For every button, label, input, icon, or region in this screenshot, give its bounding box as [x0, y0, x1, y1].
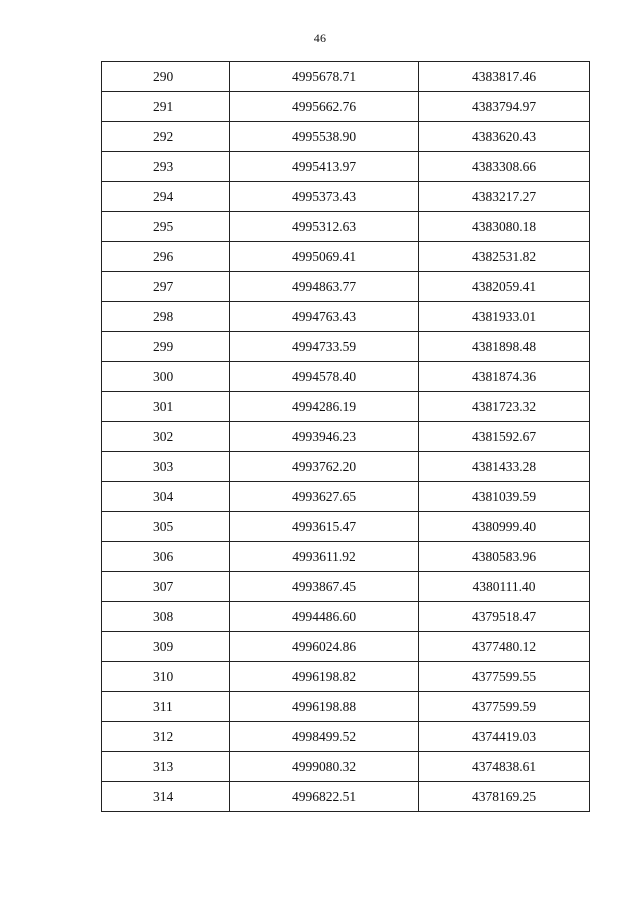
x-coordinate-cell: 4995373.43: [230, 182, 419, 212]
table-row: [102, 122, 590, 152]
point-number-cell: 305: [102, 512, 230, 542]
point-number-cell: 296: [102, 242, 230, 272]
table-row: [102, 362, 590, 392]
point-number-cell: 312: [102, 722, 230, 752]
y-coordinate-cell: 4380111.40: [419, 572, 590, 602]
point-number-cell: 309: [102, 632, 230, 662]
x-coordinate-cell: 4994763.43: [230, 302, 419, 332]
x-coordinate-cell: 4993762.20: [230, 452, 419, 482]
x-coordinate-cell: 4993946.23: [230, 422, 419, 452]
y-coordinate-cell: 4383217.27: [419, 182, 590, 212]
x-coordinate-cell: 4995069.41: [230, 242, 419, 272]
table-row: [102, 452, 590, 482]
table-row: [102, 422, 590, 452]
table-row: [102, 482, 590, 512]
table-row: [102, 692, 590, 722]
y-coordinate-cell: 4377480.12: [419, 632, 590, 662]
y-coordinate-cell: 4381433.28: [419, 452, 590, 482]
point-number-cell: 298: [102, 302, 230, 332]
table-row: [102, 752, 590, 782]
point-number-cell: 297: [102, 272, 230, 302]
y-coordinate-cell: 4383794.97: [419, 92, 590, 122]
table-row: [102, 512, 590, 542]
table-row: [102, 662, 590, 692]
y-coordinate-cell: 4383817.46: [419, 62, 590, 92]
coordinate-table: [101, 61, 590, 812]
y-coordinate-cell: 4382059.41: [419, 272, 590, 302]
point-number-cell: 308: [102, 602, 230, 632]
y-coordinate-cell: 4377599.59: [419, 692, 590, 722]
y-coordinate-cell: 4377599.55: [419, 662, 590, 692]
point-number-cell: 302: [102, 422, 230, 452]
x-coordinate-cell: 4995662.76: [230, 92, 419, 122]
x-coordinate-cell: 4999080.32: [230, 752, 419, 782]
table-row: [102, 542, 590, 572]
point-number-cell: 314: [102, 782, 230, 812]
x-coordinate-cell: 4995413.97: [230, 152, 419, 182]
point-number-cell: 291: [102, 92, 230, 122]
x-coordinate-cell: 4996198.88: [230, 692, 419, 722]
point-number-cell: 290: [102, 62, 230, 92]
point-number-cell: 310: [102, 662, 230, 692]
x-coordinate-cell: 4996024.86: [230, 632, 419, 662]
x-coordinate-cell: 4995678.71: [230, 62, 419, 92]
y-coordinate-cell: 4380999.40: [419, 512, 590, 542]
y-coordinate-cell: 4381723.32: [419, 392, 590, 422]
y-coordinate-cell: 4374838.61: [419, 752, 590, 782]
table-row: [102, 722, 590, 752]
point-number-cell: 306: [102, 542, 230, 572]
x-coordinate-cell: 4996198.82: [230, 662, 419, 692]
point-number-cell: 292: [102, 122, 230, 152]
page-number: 46: [313, 31, 327, 45]
point-number-cell: 313: [102, 752, 230, 782]
y-coordinate-cell: 4382531.82: [419, 242, 590, 272]
y-coordinate-cell: 4381898.48: [419, 332, 590, 362]
table-row: [102, 782, 590, 812]
table-row: [102, 272, 590, 302]
x-coordinate-cell: 4994486.60: [230, 602, 419, 632]
x-coordinate-cell: 4995538.90: [230, 122, 419, 152]
x-coordinate-cell: 4994733.59: [230, 332, 419, 362]
x-coordinate-cell: 4993867.45: [230, 572, 419, 602]
x-coordinate-cell: 4996822.51: [230, 782, 419, 812]
coordinate-table-body: [102, 62, 590, 812]
point-number-cell: 307: [102, 572, 230, 602]
table-row: [102, 212, 590, 242]
table-row: [102, 332, 590, 362]
x-coordinate-cell: 4994863.77: [230, 272, 419, 302]
y-coordinate-cell: 4383080.18: [419, 212, 590, 242]
x-coordinate-cell: 4993615.47: [230, 512, 419, 542]
y-coordinate-cell: 4374419.03: [419, 722, 590, 752]
table-row: [102, 242, 590, 272]
x-coordinate-cell: 4993627.65: [230, 482, 419, 512]
table-row: [102, 632, 590, 662]
x-coordinate-cell: 4995312.63: [230, 212, 419, 242]
y-coordinate-cell: 4381874.36: [419, 362, 590, 392]
table-row: [102, 92, 590, 122]
table-row: [102, 62, 590, 92]
table-row: [102, 392, 590, 422]
x-coordinate-cell: 4994578.40: [230, 362, 419, 392]
point-number-cell: 311: [102, 692, 230, 722]
point-number-cell: 301: [102, 392, 230, 422]
point-number-cell: 300: [102, 362, 230, 392]
y-coordinate-cell: 4381933.01: [419, 302, 590, 332]
table-row: [102, 182, 590, 212]
point-number-cell: 299: [102, 332, 230, 362]
y-coordinate-cell: 4381039.59: [419, 482, 590, 512]
y-coordinate-cell: 4379518.47: [419, 602, 590, 632]
point-number-cell: 293: [102, 152, 230, 182]
point-number-cell: 304: [102, 482, 230, 512]
table-row: [102, 572, 590, 602]
x-coordinate-cell: 4994286.19: [230, 392, 419, 422]
y-coordinate-cell: 4383620.43: [419, 122, 590, 152]
y-coordinate-cell: 4380583.96: [419, 542, 590, 572]
x-coordinate-cell: 4998499.52: [230, 722, 419, 752]
y-coordinate-cell: 4378169.25: [419, 782, 590, 812]
y-coordinate-cell: 4381592.67: [419, 422, 590, 452]
point-number-cell: 294: [102, 182, 230, 212]
x-coordinate-cell: 4993611.92: [230, 542, 419, 572]
table-row: [102, 152, 590, 182]
table-row: [102, 602, 590, 632]
table-row: [102, 302, 590, 332]
point-number-cell: 295: [102, 212, 230, 242]
y-coordinate-cell: 4383308.66: [419, 152, 590, 182]
point-number-cell: 303: [102, 452, 230, 482]
